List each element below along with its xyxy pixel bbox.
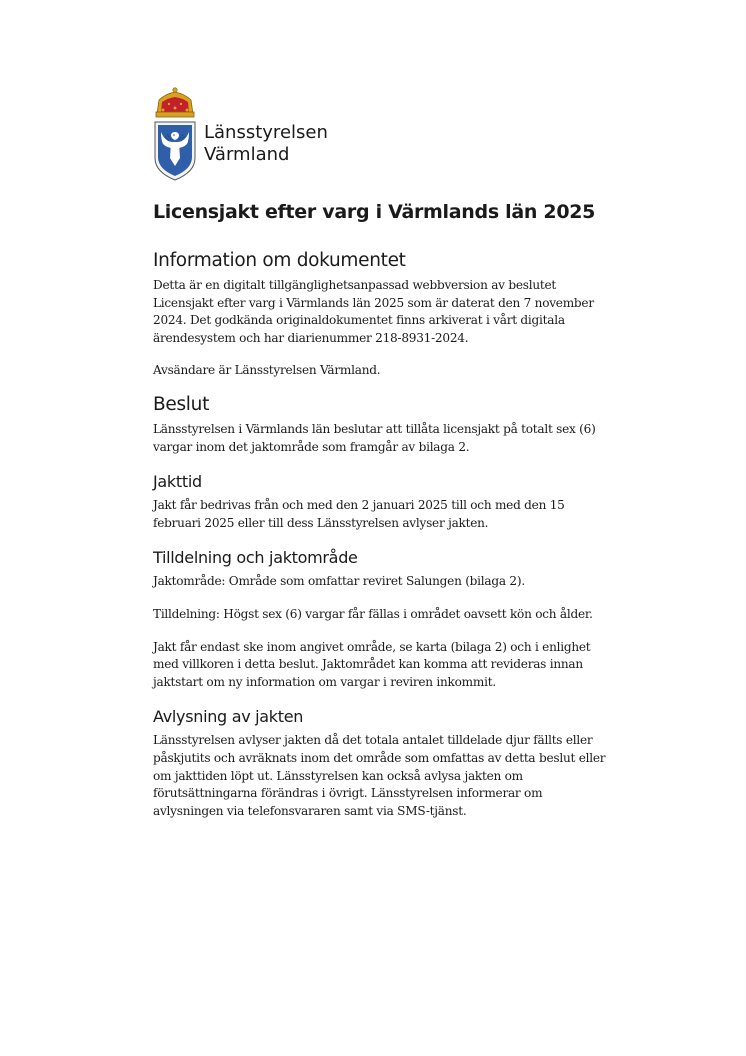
paragraph-tilldelning-2: Tilldelning: Högst sex (6) vargar får fällas i området oavsett kön och ålder.	[153, 606, 593, 621]
organization-logo	[153, 86, 613, 182]
document-content	[153, 86, 613, 835]
paragraph-jakttid-1: Jakt får bedrivas från och med den 2 januari 2025 till och med den 15 februari 2025 eller till dess Länsstyrelsen avlyser jakten.	[153, 498, 565, 530]
paragraph-information-2: Avsändare är Länsstyrelsen Värmland.	[153, 363, 381, 378]
paragraph-avlysning-1: Länsstyrelsen avlyser jakten då det totala antalet tilldelade djur fällts eller påskjutits och avräknats inom det område som omfattas av detta beslut eller om jakttiden löpt ut. Länsstyrelsen kan också avlysa jakten om förutsättningarna förändras i övrigt. Länsstyrelsen informerar om avlysningen via telefonsvararen samt via SMS-tjänst.	[153, 733, 606, 818]
heading-avlysning: Avlysning av jakten	[153, 707, 304, 727]
paragraph-tilldelning-1: Jaktområde: Område som omfattar reviret Salungen (bilaga 2).	[153, 574, 525, 589]
heading-tilldelning: Tilldelning och jaktområde	[153, 548, 358, 568]
heading-jakttid: Jakttid	[153, 472, 202, 492]
paragraph-tilldelning-3: Jakt får endast ske inom angivet område, se karta (bilaga 2) och i enlighet med villkoren i detta beslut. Jaktområdet kan komma att revideras innan jaktstart om ny information om vargar i reviren inkommit.	[153, 639, 591, 689]
organization-name	[204, 122, 328, 166]
paragraph-information-1: Detta är en digitalt tillgänglighetsanpassad webbversion av beslutet Licensjakt efter varg i Värmlands län 2025 som är daterat den 7 november 2024. Det godkända originaldokumentet finns arkiverat i vårt digitala ärendesystem och har diarienummer 218-8931-2024.	[153, 278, 594, 345]
heading-beslut: Beslut	[153, 393, 210, 415]
paragraph-beslut-1: Länsstyrelsen i Värmlands län beslutar att tillåta licensjakt på totalt sex (6) vargar inom det jaktområde som framgår av bilaga 2.	[153, 421, 596, 454]
coat-of-arms-icon	[151, 86, 199, 182]
heading-information: Information om dokumentet	[153, 250, 406, 271]
crown-icon	[156, 88, 194, 117]
organization-name-line2: Värmland	[204, 144, 290, 165]
document-title: Licensjakt efter varg i Värmlands län 2025	[153, 201, 596, 223]
organization-name-line1: Länsstyrelsen	[204, 122, 328, 143]
